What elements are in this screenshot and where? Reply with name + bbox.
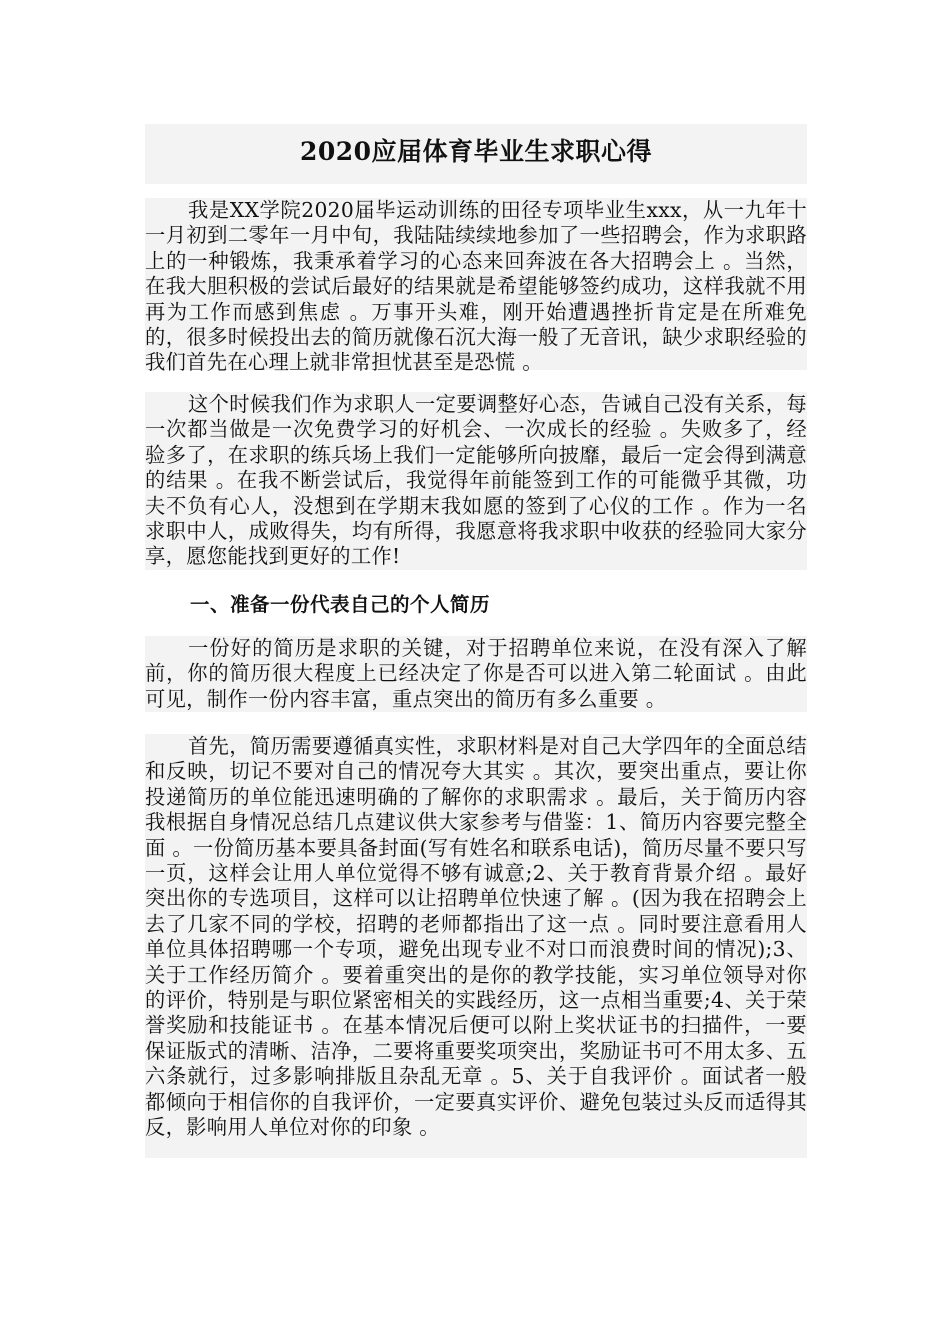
resume-importance-paragraph: 一份好的简历是求职的关键，对于招聘单位来说，在没有深入了解前，你的简历很大程度上已经决定了你是否可以进入第二轮面试 。由此可见，制作一份内容丰富，重点突出的简历有多么重要 。 xyxy=(145,636,807,711)
title-block xyxy=(145,124,807,184)
intro-paragraph: 我是XX学院2020届毕运动训练的田径专项毕业生xxx，从一九年十一月初到二零年一月中旬，我陆陆续续地参加了一些招聘会，作为求职路上的一种锻炼，我秉承着学习的心态来回奔波在各大招聘会上 。当然，在我大胆积极的尝试后最好的结果就是希望能够签约成功，这样我就不用再为工作而感到焦虑 。万事开头难，刚开始遭遇挫折肯定是在所难免的，很多时候投出去的简历就像石沉大海一般了无音讯，缺少求职经验的我们首先在心理上就非常担忧甚至是恐慌 。 xyxy=(145,198,807,375)
page-title: 2020应届体育毕业生求职心得 xyxy=(299,137,653,166)
mindset-paragraph: 这个时候我们作为求职人一定要调整好心态，告诫自己没有关系，每一次都当做是一次免费学习的好机会、一次成长的经验 。失败多了，经验多了，在求职的练兵场上我们一定能够所向披靡，最后一定会得到满意的结果 。在我不断尝试后，我觉得年前能签到工作的可能微乎其微，功夫不负有心人，没想到在学期末我如愿的签到了心仪的工作 。作为一名求职中人，成败得失，均有所得，我愿意将我求职中收获的经验同大家分享，愿您能找到更好的工作! xyxy=(145,392,807,569)
section-heading: 一、准备一份代表自己的个人简历 xyxy=(190,593,491,616)
resume-advice-paragraph: 首先，简历需要遵循真实性，求职材料是对自己大学四年的全面总结和反映，切记不要对自己的情况夸大其实 。其次，要突出重点，要让你投递简历的单位能迅速明确的了解你的求职需求 。最后，关于简历内容我根据自身情况总结几点建议供大家参考与借鉴：1、简历内容要完整全面 。一份简历基本要具备封面(写有姓名和联系电话)，简历尽量不要只写一页，这样会让用人单位觉得不够有诚意;2、关于教育背景介绍 。最好突出你的专选项目，这样可以让招聘单位快速了解 。(因为我在招聘会上去了几家不同的学校，招聘的老师都指出了这一点 。同时要注意看用人单位具体招聘哪一个专项，避免出现专业不对口而浪费时间的情况);3、关于工作经历简介 。要着重突出的是你的教学技能，实习单位领导对你的评价，特别是与职位紧密相关的实践经历，这一点相当重要;4、关于荣誉奖励和技能证书 。在基本情况后便可以附上奖状证书的扫描件，一要保证版式的清晰、洁净，二要将重要奖项突出，奖励证书可不用太多、五六条就行，过多影响排版且杂乱无章 。5、关于自我评价 。面试者一般都倾向于相信你的自我评价，一定要真实评价、避免包装过头反而适得其反，影响用人单位对你的印象 。 xyxy=(145,734,807,1158)
